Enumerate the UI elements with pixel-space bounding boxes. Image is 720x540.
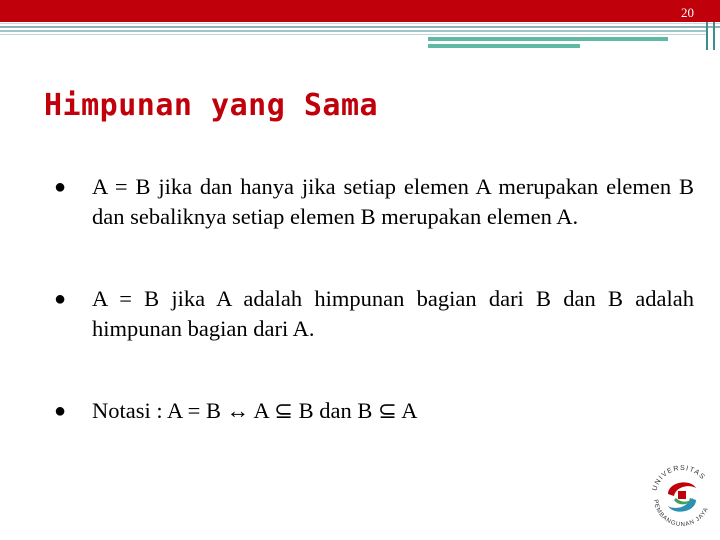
decorative-accent-bar xyxy=(428,37,668,41)
bullet-icon: ● xyxy=(54,176,67,198)
slide-title: Himpunan yang Sama xyxy=(44,88,379,123)
bullet-text: A = B jika A adalah himpunan bagian dari B dan B adalah himpunan bagian dari A. xyxy=(92,286,694,341)
logo-text-bottom: PEMBANGUNAN JAYA xyxy=(651,499,711,529)
decorative-line xyxy=(0,23,720,24)
bullet-item xyxy=(54,172,694,232)
logo-text-top: UNIVERSITAS xyxy=(651,464,707,492)
decorative-accent-bar xyxy=(428,44,580,48)
bullet-text: A = B jika dan hanya jika setiap elemen A merupakan elemen B dan sebaliknya setiap elemen B merupakan elemen A. xyxy=(92,174,694,229)
bullet-item xyxy=(54,284,694,344)
top-banner xyxy=(0,0,720,22)
bullet-item xyxy=(54,396,694,426)
decorative-line xyxy=(0,26,720,28)
decorative-line xyxy=(0,30,706,32)
bullet-text: Notasi : A = B ↔ A ⊆ B dan B ⊆ A xyxy=(92,398,418,423)
bullet-icon: ● xyxy=(54,400,67,422)
slide-number: 20 xyxy=(681,5,694,20)
decorative-line xyxy=(0,34,706,35)
bullet-icon: ● xyxy=(54,288,67,310)
decorative-vertical-bar xyxy=(706,22,708,50)
decorative-vertical-bar xyxy=(713,22,715,50)
university-logo-icon xyxy=(646,458,718,536)
